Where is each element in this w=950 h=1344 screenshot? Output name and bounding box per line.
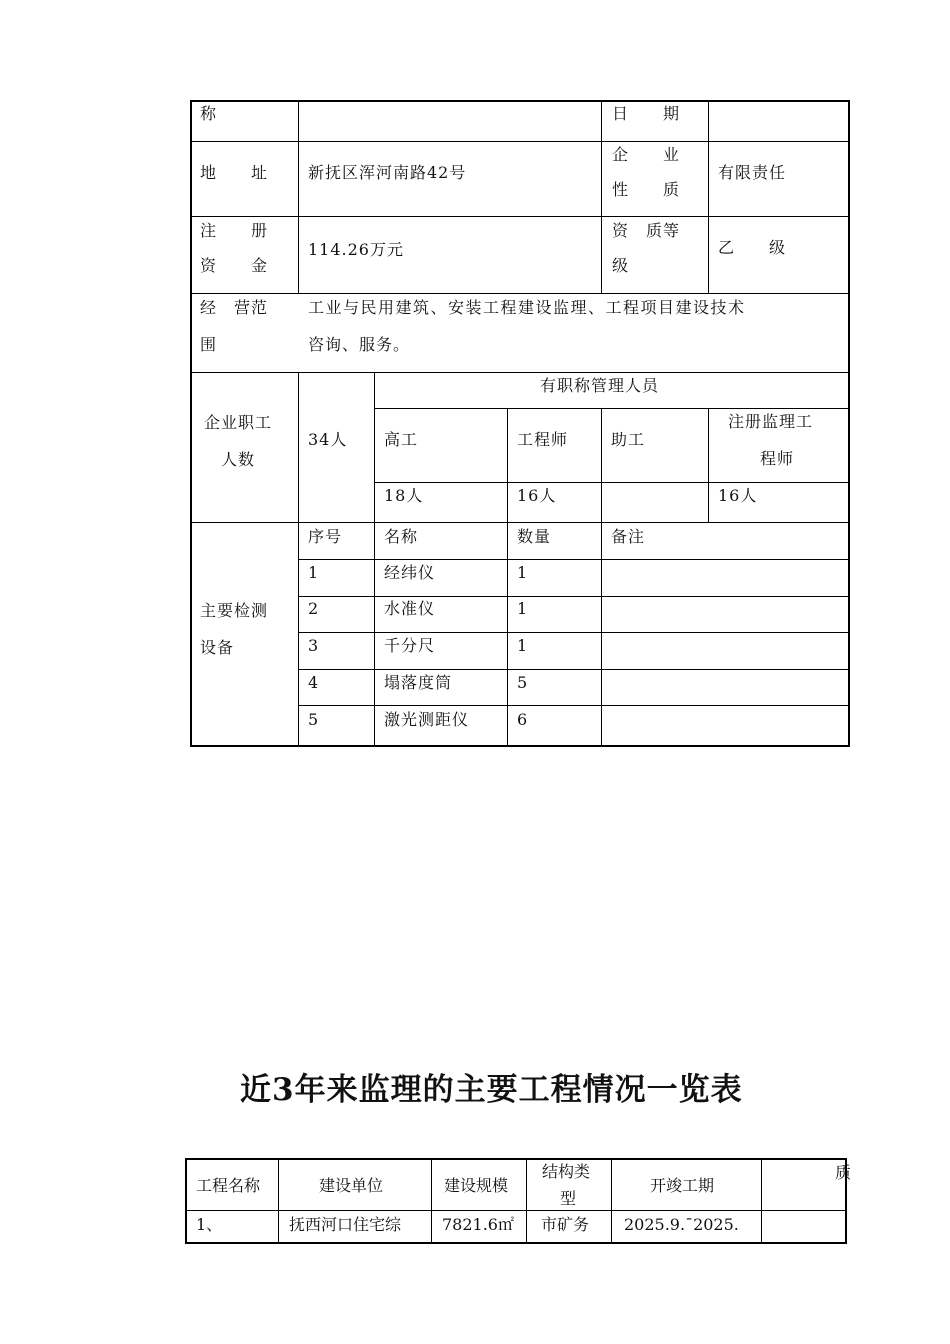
- col-divider: [507, 522, 508, 747]
- nature-label: 性 质: [612, 180, 681, 199]
- equip-qty: 6: [517, 710, 529, 729]
- table-border-bottom: [190, 745, 850, 747]
- col-senior-engineer: 高工: [384, 430, 419, 449]
- col-divider: [526, 1158, 527, 1244]
- capital-value: 114.26万元: [308, 240, 404, 259]
- row-divider: [190, 293, 850, 294]
- scope-value: 工业与民用建筑、安装工程建设监理、工程项目建设技术: [308, 298, 746, 317]
- col-assistant: 助工: [611, 430, 646, 449]
- capital-label: 注 册: [200, 221, 269, 240]
- col-divider: [374, 372, 375, 747]
- col-divider: [431, 1158, 432, 1244]
- header-project-name: 工程名称: [196, 1176, 261, 1195]
- equip-no: 2: [308, 599, 320, 618]
- header-period: 开竣工期: [650, 1176, 715, 1195]
- date-label: 日 期: [612, 104, 681, 123]
- col-divider: [298, 100, 299, 293]
- projects-title: 近3年来监理的主要工程情况一览表: [240, 1072, 743, 1108]
- qualification-label: 级: [612, 256, 630, 275]
- equip-qty: 1: [517, 599, 529, 618]
- staff-label: 人数: [221, 450, 256, 469]
- row-divider: [298, 632, 850, 633]
- equip-name: 塌落度筒: [384, 673, 453, 692]
- col-registered-supervisor: 注册监理工: [728, 412, 814, 431]
- project-name: 1、: [196, 1215, 223, 1234]
- col-divider: [298, 372, 299, 747]
- project-structure: 市矿务: [541, 1215, 590, 1234]
- equip-no: 1: [308, 563, 320, 582]
- capital-label: 资 金: [200, 256, 269, 275]
- equip-no: 4: [308, 673, 320, 692]
- col-divider: [507, 408, 508, 522]
- equip-name: 激光测距仪: [384, 710, 470, 729]
- table-border-top: [190, 100, 850, 102]
- col-divider: [611, 1158, 612, 1244]
- senior-engineer-count: 18人: [384, 486, 424, 505]
- row-divider: [185, 1210, 847, 1211]
- header-construction-unit: 建设单位: [319, 1176, 384, 1195]
- header-structure-type: 结构类: [542, 1162, 591, 1181]
- equip-qty: 1: [517, 636, 529, 655]
- equip-header-qty: 数量: [517, 527, 552, 546]
- equip-name: 千分尺: [384, 636, 436, 655]
- table-border-right: [848, 100, 850, 747]
- equipment-label: 主要检测: [200, 601, 269, 620]
- table-border-left: [185, 1158, 187, 1244]
- row-divider: [374, 408, 850, 409]
- col-divider: [278, 1158, 279, 1244]
- nature-label: 企 业: [612, 145, 681, 164]
- row-divider: [298, 669, 850, 670]
- col-engineer: 工程师: [517, 430, 569, 449]
- col-divider: [761, 1158, 762, 1244]
- registered-supervisor-count: 16人: [718, 486, 758, 505]
- equip-qty: 1: [517, 563, 529, 582]
- engineer-count: 16人: [517, 486, 557, 505]
- staff-label: 企业职工: [204, 413, 273, 432]
- qualification-value: 乙 级: [718, 238, 787, 257]
- row-divider: [298, 596, 850, 597]
- row-divider: [190, 522, 850, 523]
- equip-qty: 5: [517, 673, 529, 692]
- row-divider: [298, 705, 850, 706]
- equip-no: 3: [308, 636, 320, 655]
- equipment-label: 设备: [200, 638, 235, 657]
- project-scale: 7821.6㎡: [442, 1215, 514, 1234]
- row-divider: [298, 559, 850, 560]
- equip-no: 5: [308, 710, 320, 729]
- staff-count: 34人: [308, 430, 348, 449]
- col-divider: [708, 408, 709, 522]
- row-divider: [190, 216, 850, 217]
- header-scale: 建设规模: [444, 1176, 509, 1195]
- table-border-left: [190, 100, 192, 747]
- name-label: 称: [200, 104, 218, 123]
- scope-label: 经 营范: [200, 298, 269, 317]
- equip-header-note: 备注: [611, 527, 646, 546]
- scope-label: 围: [200, 335, 218, 354]
- row-divider: [190, 141, 850, 142]
- header-quality: 质: [835, 1163, 852, 1182]
- table-border-bottom: [185, 1242, 847, 1244]
- equip-header-no: 序号: [308, 527, 343, 546]
- row-divider: [374, 482, 850, 483]
- project-period: 2025.9.¯2025.: [624, 1215, 739, 1234]
- col-divider: [708, 100, 709, 293]
- row-divider: [190, 372, 850, 373]
- col-divider: [601, 408, 602, 747]
- address-value: 新抚区浑河南路42号: [308, 163, 467, 182]
- address-label: 地 址: [200, 163, 269, 182]
- col-divider: [601, 100, 602, 293]
- scope-value: 咨询、服务。: [308, 335, 411, 354]
- qualification-label: 资 质等: [612, 221, 681, 240]
- project-unit: 抚西河口住宅综: [289, 1215, 402, 1234]
- table-border-top: [185, 1158, 847, 1160]
- col-registered-supervisor: 程师: [760, 449, 795, 468]
- header-structure-type: 型: [560, 1189, 577, 1208]
- equip-name: 经纬仪: [384, 563, 436, 582]
- equip-header-name: 名称: [384, 527, 419, 546]
- nature-value: 有限责任: [718, 163, 787, 182]
- titled-staff-header: 有职称管理人员: [540, 376, 660, 395]
- equip-name: 水准仪: [384, 599, 436, 618]
